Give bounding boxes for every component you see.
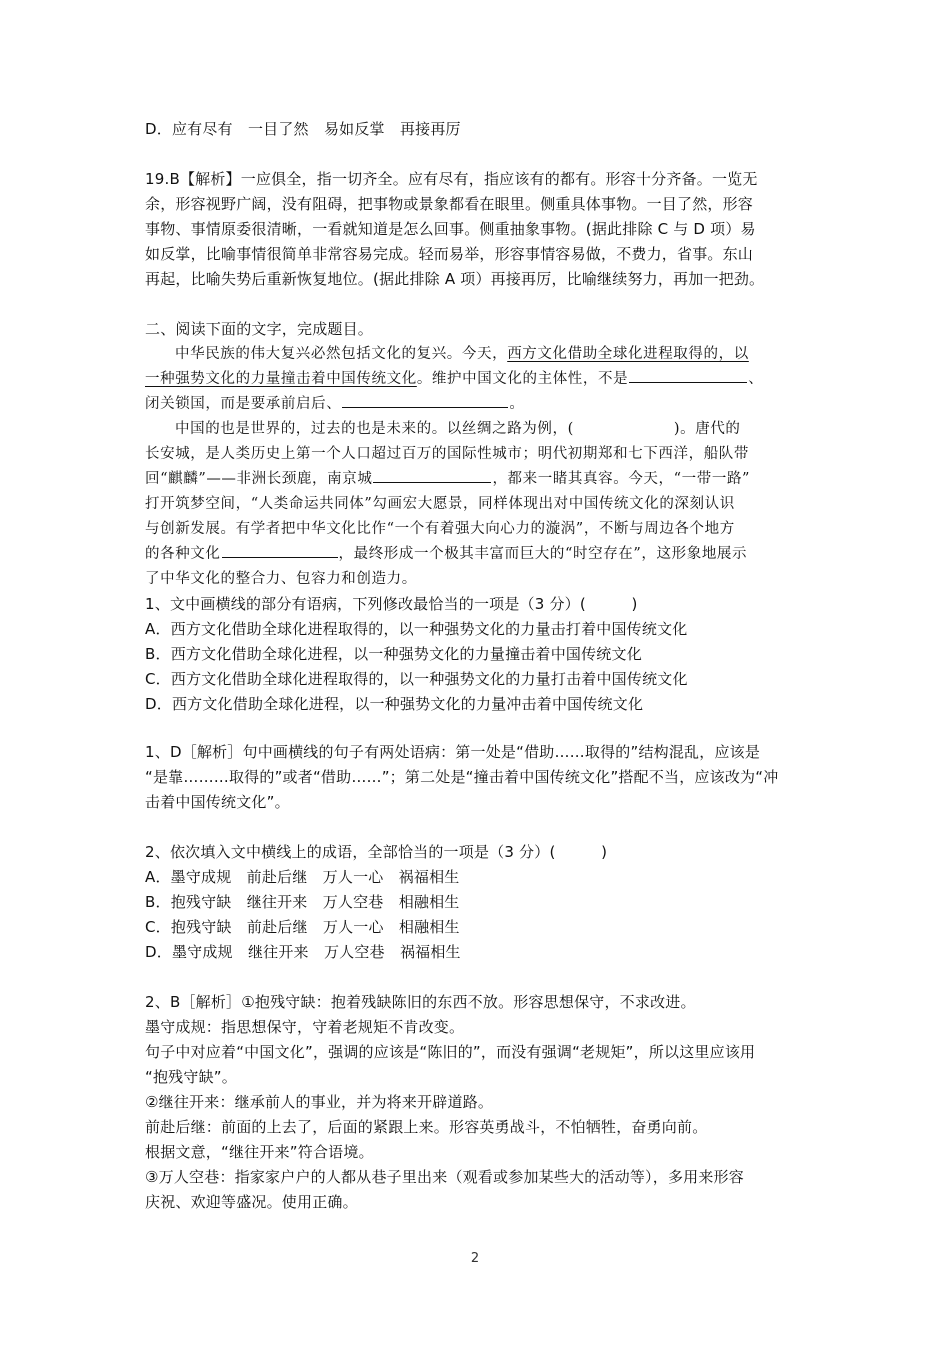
underlined-sentence: 一种强势文化的力量撞击着中国传统文化 bbox=[145, 371, 417, 387]
passage-line: 一种强势文化的力量撞击着中国传统文化。维护中国文化的主体性，不是 、 bbox=[145, 367, 810, 392]
q2-analysis-line: 庆祝、欢迎等盛况。使用正确。 bbox=[145, 1193, 358, 1211]
passage-line: 的各种文化 ，最终形成一个极其丰富而巨大的“时空存在”，这形象地展示 bbox=[145, 542, 810, 567]
answer-option-d[interactable]: D．西方文化借助全球化进程，以一种强势文化的力量冲击着中国传统文化 bbox=[145, 695, 644, 713]
fill-blank-3[interactable] bbox=[373, 467, 491, 483]
answer-option-d[interactable]: D．墨守成规 继往开来 万人空巷 祸福相生 bbox=[145, 943, 461, 961]
q2-analysis-line: ③万人空巷：指家家户户的人都从巷子里出来（观看或参加某些大的活动等），多用来形容 bbox=[145, 1168, 744, 1186]
q1-analysis-line: 1、D［解析］句中画横线的句子有两处语病：第一处是“借助……取得的”结构混乱，应该是 bbox=[145, 743, 761, 761]
q1-analysis-line: 击着中国传统文化”。 bbox=[145, 793, 290, 811]
question-2 bbox=[145, 840, 810, 965]
answer-option-a[interactable]: A．墨守成规 前赴后继 万人一心 祸福相生 bbox=[145, 868, 460, 886]
q2-analysis-line: “抱残守缺”。 bbox=[145, 1068, 237, 1086]
passage-line: 长安城，是人类历史上第一个人口超过百万的国际性城市；明代初期郑和七下西洋，船队带 bbox=[145, 446, 749, 462]
answer-option-a[interactable]: A．西方文化借助全球化进程取得的，以一种强势文化的力量击打着中国传统文化 bbox=[145, 620, 688, 638]
page-number: 2 bbox=[470, 1251, 480, 1266]
fill-blank-2[interactable] bbox=[342, 392, 508, 408]
q2-analysis-line: 句子中对应着“中国文化”，强调的应该是“陈旧的”，而没有强调“老规矩”，所以这里应该用 bbox=[145, 1043, 756, 1061]
question-1 bbox=[145, 592, 810, 717]
q2-analysis-line: 根据文意，“继往开来”符合语境。 bbox=[145, 1143, 374, 1161]
passage-line: 中国的也是世界的，过去的也是未来的。以丝绸之路为例，( )。唐代的 bbox=[175, 421, 741, 437]
question-stem: 2、依次填入文中横线上的成语，全部恰当的一项是（3 分）( ) bbox=[145, 843, 608, 861]
q19-option-d-text: D．应有尽有 一目了然 易如反掌 再接再厉 bbox=[145, 120, 461, 138]
fill-blank-4[interactable] bbox=[222, 542, 338, 558]
q19-analysis-line: 19.B【解析】一应俱全，指一切齐全。应有尽有，指应该有的都有。形容十分齐备。一览无 bbox=[145, 170, 758, 188]
q19-analysis-line: 事物、事情原委很清晰，一看就知道是怎么回事。侧重抽象事物。(据此排除 C 与 D 项）易 bbox=[145, 220, 756, 238]
section-title bbox=[145, 317, 810, 342]
fill-blank-1[interactable] bbox=[629, 367, 747, 383]
section-title-text: 二、阅读下面的文字，完成题目。 bbox=[145, 320, 374, 338]
q19-analysis-line: 再起，比喻失势后重新恢复地位。(据此排除 A 项）再接再厉，比喻继续努力，再加一把劲。 bbox=[145, 270, 765, 288]
q2-analysis-line: 墨守成规：指思想保守，守着老规矩不肯改变。 bbox=[145, 1018, 465, 1036]
q19-option-d bbox=[145, 117, 810, 142]
q19-analysis-line: 如反掌，比喻事情很简单非常容易完成。轻而易举，形容事情容易做，不费力，省事。东山 bbox=[145, 245, 754, 263]
q19-analysis bbox=[145, 167, 810, 292]
q19-analysis-line: 余，形容视野广阔，没有阻碍，把事物或景象都看在眼里。侧重具体事物。一目了然，形容 bbox=[145, 195, 754, 213]
passage-line: 了中华文化的整合力、包容力和创造力。 bbox=[145, 571, 417, 587]
passage-line: 中华民族的伟大复兴必然包括文化的复兴。今天，西方文化借助全球化进程取得的，以 bbox=[175, 346, 749, 362]
passage-line: 闭关锁国，而是要承前启后、 。 bbox=[145, 392, 810, 417]
q2-analysis-line: ②继往开来：继承前人的事业，并为将来开辟道路。 bbox=[145, 1093, 494, 1111]
passage-line: 与创新发展。有学者把中华文化比作“一个有着强大向心力的漩涡”，不断与周边各个地方 bbox=[145, 521, 735, 537]
question-stem: 1、文中画横线的部分有语病，下列修改最恰当的一项是（3 分）( ) bbox=[145, 595, 638, 613]
reading-passage bbox=[145, 342, 810, 592]
passage-line: 打开筑梦空间，“人类命运共同体”勾画宏大愿景，同样体现出对中国传统文化的深刻认识 bbox=[145, 496, 735, 512]
q2-analysis-line: 2、B［解析］①抱残守缺：抱着残缺陈旧的东西不放。形容思想保守，不求改进。 bbox=[145, 993, 696, 1011]
q1-analysis bbox=[145, 740, 810, 815]
q2-analysis-line: 前赴后继：前面的上去了，后面的紧跟上来。形容英勇战斗，不怕牺牲，奋勇向前。 bbox=[145, 1118, 708, 1136]
answer-option-c[interactable]: C．抱残守缺 前赴后继 万人一心 相融相生 bbox=[145, 918, 460, 936]
passage-line: 回“麒麟”——非洲长颈鹿，南京城 ，都来一睹其真容。今天，“一带一路” bbox=[145, 467, 810, 492]
answer-option-b[interactable]: B．抱残守缺 继往开来 万人空巷 相融相生 bbox=[145, 893, 460, 911]
q2-analysis bbox=[145, 990, 810, 1215]
underlined-sentence: 西方文化借助全球化进程取得的，以 bbox=[507, 346, 749, 362]
q1-analysis-line: “是靠………取得的”或者“借助……”；第二处是“撞击着中国传统文化”搭配不当，应该改为“冲 bbox=[145, 768, 779, 786]
answer-option-b[interactable]: B．西方文化借助全球化进程，以一种强势文化的力量撞击着中国传统文化 bbox=[145, 645, 642, 663]
answer-option-c[interactable]: C．西方文化借助全球化进程取得的，以一种强势文化的力量打击着中国传统文化 bbox=[145, 670, 688, 688]
